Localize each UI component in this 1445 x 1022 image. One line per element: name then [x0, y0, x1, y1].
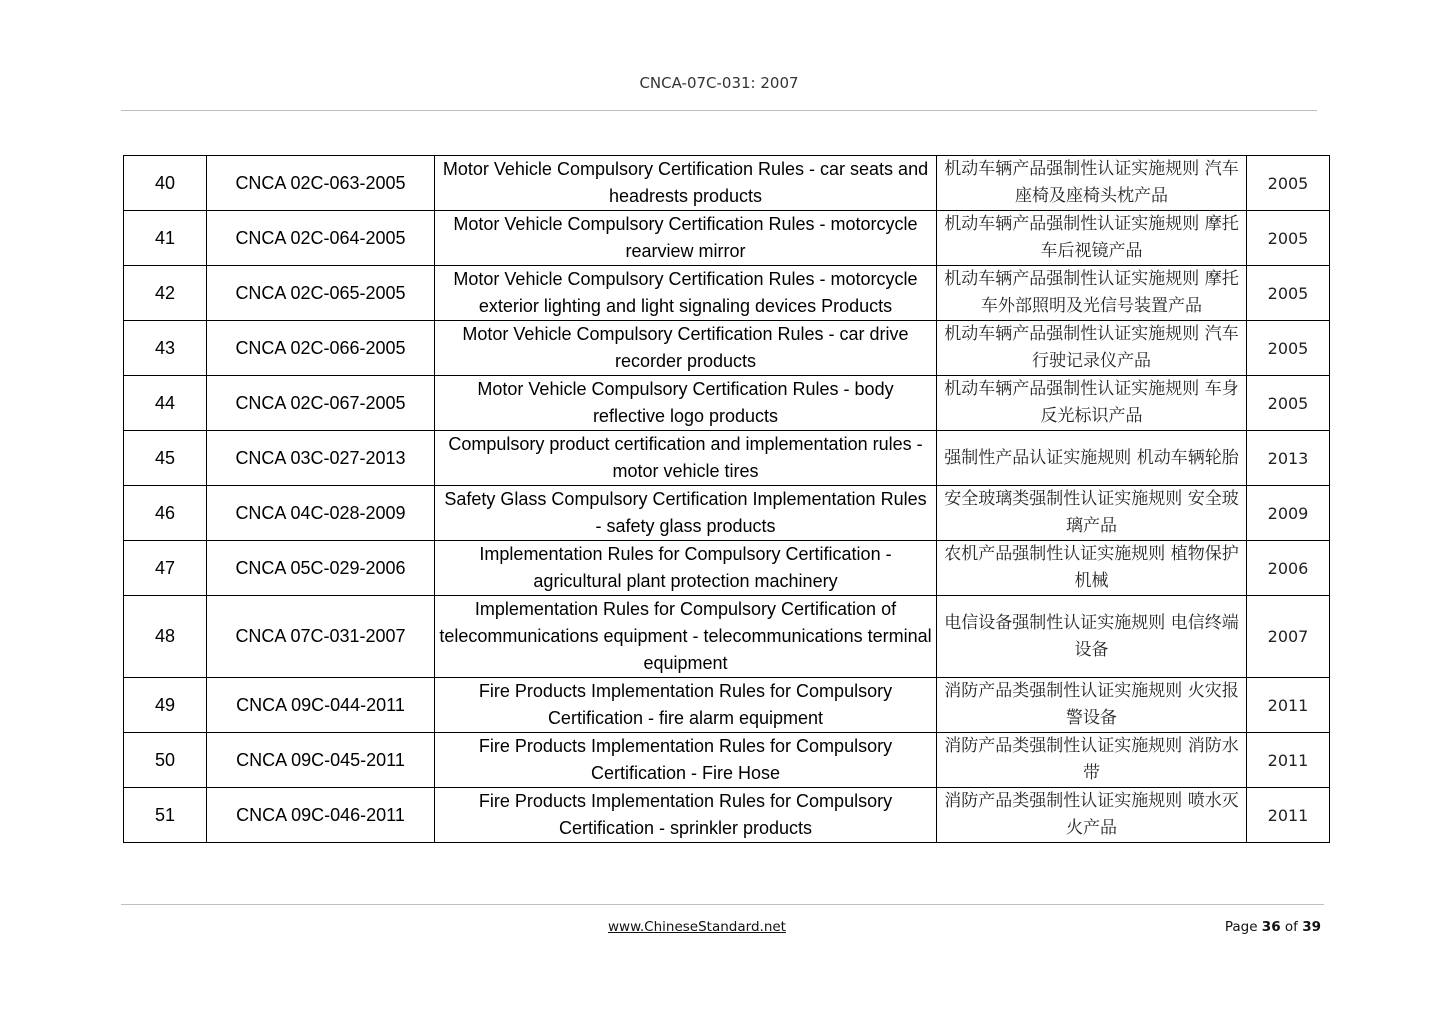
row-number: 41 [124, 211, 207, 266]
year: 2005 [1247, 266, 1330, 321]
certification-rules-table [123, 155, 1330, 843]
table-row [124, 678, 1330, 733]
english-title: Implementation Rules for Compulsory Certification of telecommunications equipment - telecommunications terminal equipment [435, 596, 937, 678]
standard-code: CNCA 02C-067-2005 [207, 376, 435, 431]
standard-code: CNCA 09C-045-2011 [207, 733, 435, 788]
standard-code: CNCA 04C-028-2009 [207, 486, 435, 541]
footer-divider [121, 904, 1324, 905]
row-number: 50 [124, 733, 207, 788]
standard-code: CNCA 05C-029-2006 [207, 541, 435, 596]
chinese-title: 机动车辆产品强制性认证实施规则 汽车行驶记录仪产品 [937, 321, 1247, 376]
standard-code: CNCA 02C-064-2005 [207, 211, 435, 266]
english-title: Implementation Rules for Compulsory Certification - agricultural plant protection machinery [435, 541, 937, 596]
chinese-title: 机动车辆产品强制性认证实施规则 汽车座椅及座椅头枕产品 [937, 156, 1247, 211]
table-row [124, 486, 1330, 541]
chinese-title: 消防产品类强制性认证实施规则 喷水灭火产品 [937, 788, 1247, 843]
row-number: 42 [124, 266, 207, 321]
year: 2009 [1247, 486, 1330, 541]
chinese-title: 消防产品类强制性认证实施规则 消防水带 [937, 733, 1247, 788]
year: 2011 [1247, 678, 1330, 733]
table-row [124, 788, 1330, 843]
standard-code: CNCA 09C-046-2011 [207, 788, 435, 843]
year: 2006 [1247, 541, 1330, 596]
table-row [124, 733, 1330, 788]
row-number: 51 [124, 788, 207, 843]
table-row [124, 321, 1330, 376]
row-number: 48 [124, 596, 207, 678]
standard-code: CNCA 02C-066-2005 [207, 321, 435, 376]
year: 2005 [1247, 376, 1330, 431]
english-title: Motor Vehicle Compulsory Certification Rules - body reflective logo products [435, 376, 937, 431]
row-number: 45 [124, 431, 207, 486]
year: 2011 [1247, 788, 1330, 843]
standard-code: CNCA 07C-031-2007 [207, 596, 435, 678]
table-row [124, 266, 1330, 321]
page-header-title: CNCA-07C-031: 2007 [639, 74, 799, 92]
year: 2011 [1247, 733, 1330, 788]
english-title: Fire Products Implementation Rules for Compulsory Certification - sprinkler products [435, 788, 937, 843]
row-number: 43 [124, 321, 207, 376]
table-row [124, 156, 1330, 211]
english-title: Motor Vehicle Compulsory Certification Rules - car drive recorder products [435, 321, 937, 376]
chinese-title: 农机产品强制性认证实施规则 植物保护机械 [937, 541, 1247, 596]
standard-code: CNCA 02C-063-2005 [207, 156, 435, 211]
row-number: 44 [124, 376, 207, 431]
english-title: Motor Vehicle Compulsory Certification Rules - motorcycle exterior lighting and light signaling devices Products [435, 266, 937, 321]
chinese-title: 安全玻璃类强制性认证实施规则 安全玻璃产品 [937, 486, 1247, 541]
chinese-title: 机动车辆产品强制性认证实施规则 摩托车外部照明及光信号装置产品 [937, 266, 1247, 321]
english-title: Fire Products Implementation Rules for Compulsory Certification - fire alarm equipment [435, 678, 937, 733]
chinese-title: 消防产品类强制性认证实施规则 火灾报警设备 [937, 678, 1247, 733]
table-row [124, 376, 1330, 431]
year: 2007 [1247, 596, 1330, 678]
header-divider [121, 110, 1317, 111]
page-number [1225, 919, 1321, 935]
row-number: 46 [124, 486, 207, 541]
table-row [124, 431, 1330, 486]
row-number: 40 [124, 156, 207, 211]
year: 2005 [1247, 156, 1330, 211]
chinese-title: 机动车辆产品强制性认证实施规则 车身反光标识产品 [937, 376, 1247, 431]
page-current: 36 [1261, 919, 1281, 935]
english-title: Safety Glass Compulsory Certification Implementation Rules - safety glass products [435, 486, 937, 541]
standard-code: CNCA 09C-044-2011 [207, 678, 435, 733]
english-title: Fire Products Implementation Rules for Compulsory Certification - Fire Hose [435, 733, 937, 788]
page-total: 39 [1302, 919, 1321, 935]
row-number: 49 [124, 678, 207, 733]
chinese-title: 强制性产品认证实施规则 机动车辆轮胎 [937, 431, 1247, 486]
chinese-title: 电信设备强制性认证实施规则 电信终端设备 [937, 596, 1247, 678]
chinese-title: 机动车辆产品强制性认证实施规则 摩托车后视镜产品 [937, 211, 1247, 266]
standard-code: CNCA 02C-065-2005 [207, 266, 435, 321]
english-title: Compulsory product certification and implementation rules - motor vehicle tires [435, 431, 937, 486]
year: 2005 [1247, 211, 1330, 266]
table-row [124, 211, 1330, 266]
year: 2005 [1247, 321, 1330, 376]
table-row [124, 541, 1330, 596]
standard-code: CNCA 03C-027-2013 [207, 431, 435, 486]
page-of: of [1284, 919, 1298, 935]
table-row [124, 596, 1330, 678]
website-link[interactable]: www.ChineseStandard.net [608, 919, 786, 935]
english-title: Motor Vehicle Compulsory Certification Rules - motorcycle rearview mirror [435, 211, 937, 266]
row-number: 47 [124, 541, 207, 596]
year: 2013 [1247, 431, 1330, 486]
page-label: Page [1224, 919, 1258, 935]
english-title: Motor Vehicle Compulsory Certification Rules - car seats and headrests products [435, 156, 937, 211]
